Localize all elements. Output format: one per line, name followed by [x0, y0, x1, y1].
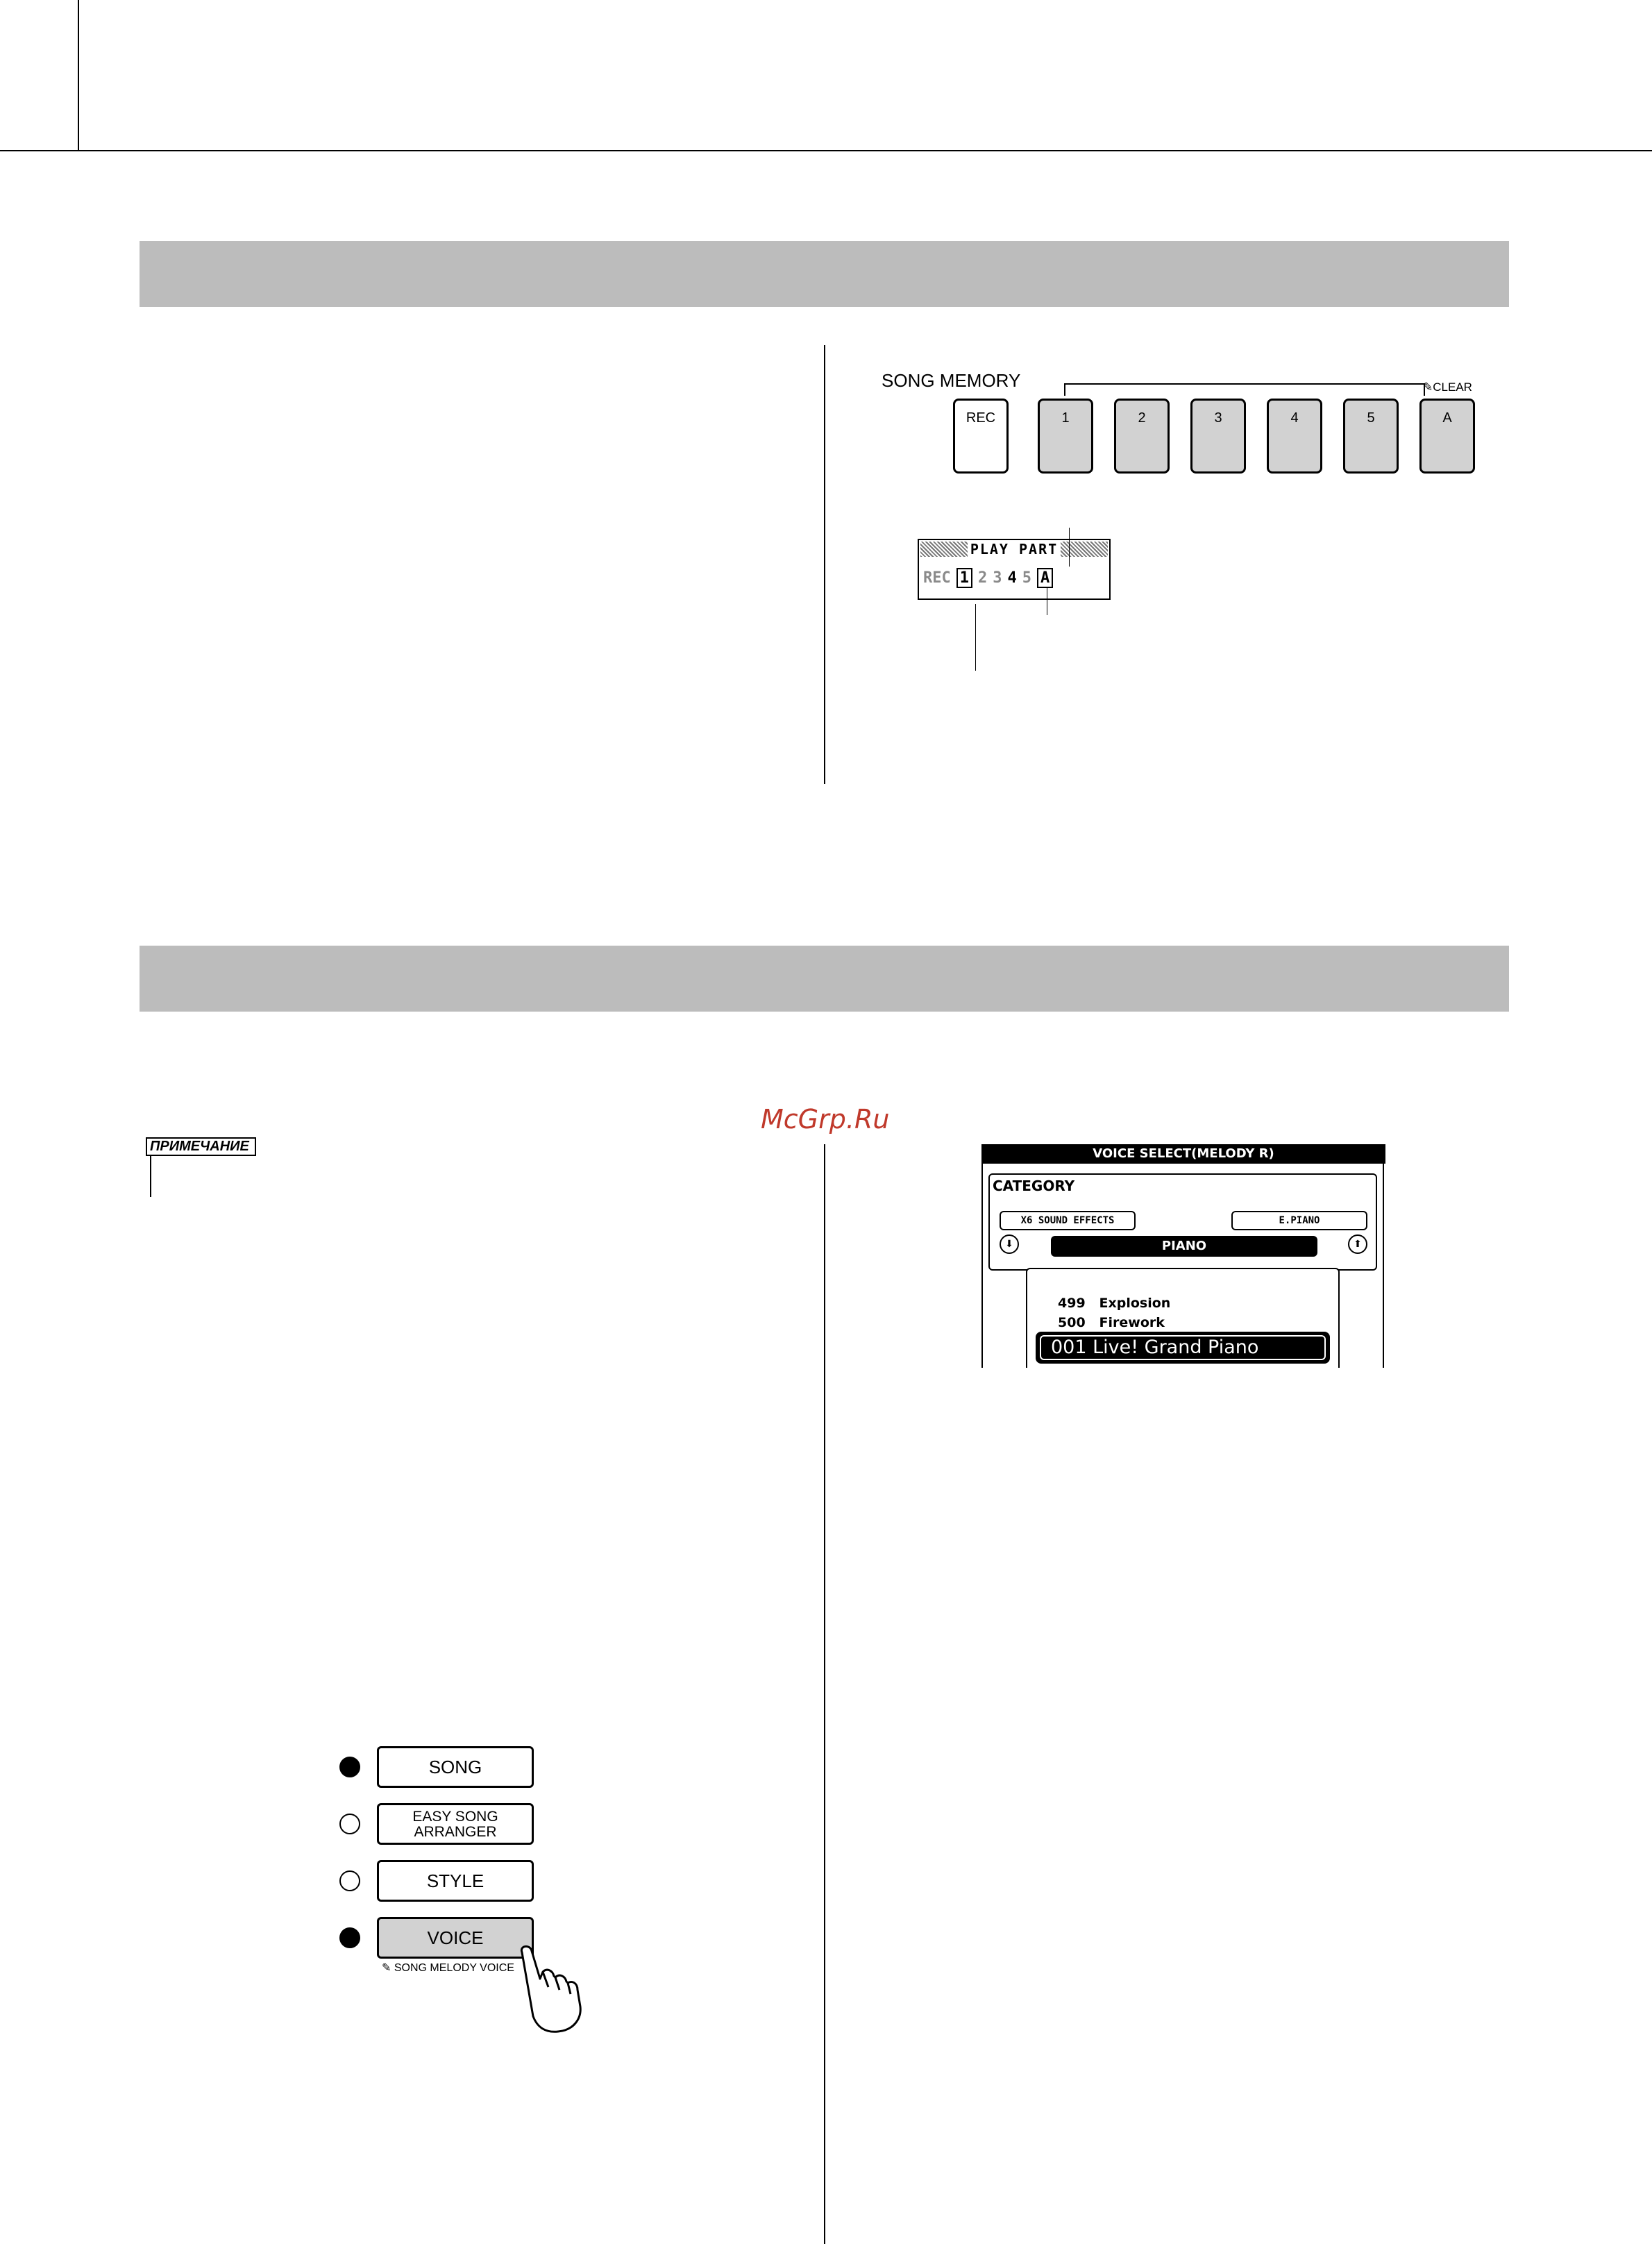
- voice-button[interactable]: VOICE: [377, 1917, 534, 1959]
- style-button[interactable]: STYLE: [377, 1860, 534, 1902]
- part-1-indicator: 1: [956, 568, 972, 588]
- song-lamp: [339, 1757, 360, 1777]
- song-memory-label: SONG MEMORY: [882, 370, 1021, 391]
- voice-sublabel: ✎ SONG MELODY VOICE: [382, 1962, 514, 1974]
- pencil-icon: ✎: [382, 1962, 391, 1974]
- track-4-button[interactable]: 4: [1267, 399, 1322, 474]
- column-divider-2: [824, 1144, 825, 2244]
- pointing-hand-icon: [512, 1944, 589, 2034]
- play-part-display: [918, 539, 1111, 600]
- section-header-bar-2: [140, 946, 1509, 1012]
- column-divider-1: [824, 345, 825, 784]
- easy-song-label-line1: EASY SONG: [412, 1809, 498, 1825]
- category-label: CATEGORY: [993, 1178, 1075, 1194]
- margin-line: [78, 0, 79, 151]
- rec-indicator: REC: [923, 569, 951, 587]
- current-category: PIANO: [1051, 1236, 1317, 1257]
- part-2-indicator: 2: [978, 569, 988, 587]
- prev-category: X6 SOUND EFFECTS: [1000, 1211, 1136, 1230]
- callout-line-1: [975, 604, 976, 671]
- category-up-icon: ⬆: [1348, 1234, 1367, 1254]
- next-category: E.PIANO: [1231, 1211, 1367, 1230]
- track-1-button[interactable]: 1: [1038, 399, 1093, 474]
- track-5-button[interactable]: 5: [1343, 399, 1399, 474]
- track-bracket: [1064, 383, 1425, 385]
- voice-list-item: 499 Explosion: [1058, 1296, 1171, 1311]
- track-bracket-left: [1064, 383, 1065, 396]
- play-part-title: PLAY PART: [920, 542, 1108, 557]
- note-line: [150, 1155, 151, 1197]
- section-header-bar-1: [140, 241, 1509, 307]
- voice-lamp: [339, 1927, 360, 1948]
- pencil-icon: ✎: [1423, 380, 1433, 394]
- current-voice: 001 Live! Grand Piano: [1040, 1335, 1326, 1360]
- part-4-indicator: 4: [1007, 569, 1017, 587]
- play-part-tracks: [923, 568, 1053, 588]
- clear-label: ✎CLEAR: [1423, 380, 1472, 394]
- callout-line-5: [1069, 528, 1070, 567]
- watermark: McGrp.Ru: [761, 1104, 890, 1134]
- song-button[interactable]: SONG: [377, 1746, 534, 1788]
- easy-song-arranger-button[interactable]: [377, 1803, 534, 1845]
- part-5-indicator: 5: [1022, 569, 1031, 587]
- track-a-button[interactable]: A: [1419, 399, 1475, 474]
- easy-song-label-line2: ARRANGER: [414, 1824, 497, 1840]
- header-rule: [0, 150, 1652, 151]
- track-2-button[interactable]: 2: [1114, 399, 1170, 474]
- track-3-button[interactable]: 3: [1190, 399, 1246, 474]
- style-lamp: [339, 1870, 360, 1891]
- voice-select-display: [981, 1144, 1385, 1368]
- part-a-indicator: A: [1037, 568, 1053, 588]
- easy-song-lamp: [339, 1814, 360, 1834]
- category-down-icon: ⬇: [1000, 1234, 1019, 1254]
- part-3-indicator: 3: [993, 569, 1002, 587]
- voice-select-title: VOICE SELECT(MELODY R): [981, 1144, 1385, 1164]
- rec-button[interactable]: REC: [953, 399, 1009, 474]
- note-label: ПРИМЕЧАНИЕ: [146, 1137, 256, 1156]
- voice-list-item: 500 Firework: [1058, 1315, 1165, 1330]
